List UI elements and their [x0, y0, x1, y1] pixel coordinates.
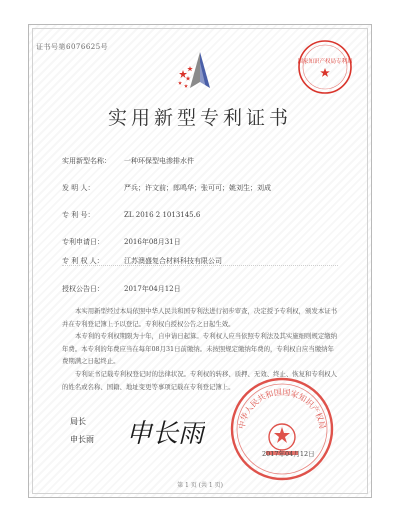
field-row [62, 237, 181, 247]
field-row [62, 183, 271, 193]
field-label: 实用新型名称： [62, 157, 111, 165]
field-label: 发 明 人： [62, 184, 95, 192]
certificate-number: 证书号第6076625号 [36, 43, 109, 51]
body-paragraph: 本实用新型经过本局依照中华人民共和国专利法进行初步审查，决定授予专利权，颁发本证书并在专利登记簿上予以登记。专利权自授权公告之日起生效。 [62, 307, 338, 328]
field-value: 一种环保型电渗排水件 [124, 157, 194, 165]
field-row [62, 210, 200, 220]
officer-name: 申长雨 [70, 435, 94, 444]
field-label: 专 利 权 人： [62, 257, 104, 265]
patent-office-emblem-icon [176, 48, 224, 96]
svg-text:中华人民共和国国家知识产权局: 中华人民共和国国家知识产权局 [237, 387, 327, 430]
body-paragraph: 本专利的专利权期限为十年，自申请日起算。专利权人应当依照专利法及其实施细则规定缴纳年费。本专利的年费应当在每年08月31日前缴纳。未按照规定缴纳年费的，专利权自应当缴纳年费期满之日起终止。 [62, 332, 338, 366]
field-value: 严兵；许文前；郎鸣华；张可可；姚刘生；刘成 [124, 184, 271, 192]
field-row [62, 284, 181, 294]
body-paragraph: 专利证书记载专利权登记时的法律状况。专利权的转移、质押、无效、终止、恢复和专利权人的姓名或名称、国籍、地址变更等事项记载在专利登记簿上。 [62, 369, 338, 391]
patent-bureau-stamp [296, 38, 354, 96]
divider [62, 265, 338, 266]
field-value: 江苏澳盛复合材料科技有限公司 [124, 257, 222, 265]
svg-text:申长雨: 申长雨 [125, 419, 205, 449]
issue-date: 2017年04月12日 [262, 450, 315, 458]
field-value: ZL 2016 2 1013145.6 [124, 211, 201, 219]
field-value: 2017年04月12日 [124, 285, 181, 293]
handwritten-signature [125, 408, 205, 458]
field-label: 专利申请日： [62, 238, 104, 246]
field-label: 授权公告日： [62, 285, 104, 293]
page-footer: 第 1 页 (共 1 页) [177, 482, 223, 489]
field-value: 2016年08月31日 [124, 238, 181, 246]
field-row [62, 156, 194, 166]
official-seal [228, 375, 336, 483]
officer-title: 局长 [70, 417, 86, 426]
stamp-top-text: 国家知识产权局专利局 [297, 59, 353, 65]
field-label: 专 利 号： [62, 211, 95, 219]
page-title: 实用新型专利证书 [107, 107, 292, 129]
